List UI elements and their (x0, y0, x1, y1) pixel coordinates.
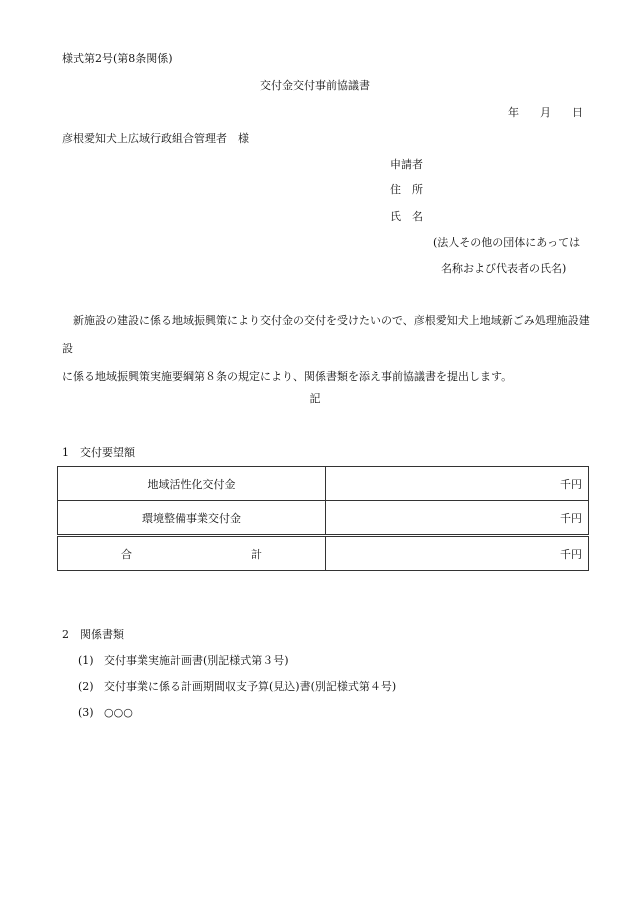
amounts-table (57, 466, 589, 571)
document-title: 交付金交付事前協議書 (260, 79, 370, 92)
section2-heading: 2 関係書類 (62, 628, 124, 641)
doc-item-1-num: (1) (78, 654, 94, 667)
body-line-2: に係る地域振興策実施要綱第８条の規定により、関係書類を添え事前協議書を提出します。 (62, 370, 513, 383)
doc-item-3-text: ○○○ (104, 706, 133, 719)
total-row (58, 536, 589, 571)
row-unit: 千円 (326, 467, 589, 501)
total-unit: 千円 (326, 536, 589, 571)
date-day: 日 (572, 106, 583, 119)
applicant-heading: 申請者 (390, 158, 423, 171)
applicant-address-label: 住 所 (390, 183, 423, 196)
doc-item-2-num: (2) (78, 680, 94, 693)
body-line-1: 新施設の建設に係る地域振興策により交付金の交付を受けたいので、彦根愛知犬上地域新ごみ処理施設建設 (62, 314, 590, 355)
body-paragraph (62, 307, 592, 391)
applicant-note-line1: (法人その他の団体にあっては (433, 236, 581, 249)
applicant-name-label: 氏 名 (390, 210, 423, 223)
doc-item-3-num: (3) (78, 706, 94, 719)
date-year: 年 (508, 106, 519, 119)
row-label: 環境整備事業交付金 (58, 501, 326, 536)
section1-heading: 1 交付要望額 (62, 446, 135, 459)
table-row (58, 467, 589, 501)
total-label-left: 合 (121, 547, 132, 561)
table-row (58, 501, 589, 536)
total-label-cell (58, 536, 326, 571)
applicant-note-line2: 名称および代表者の氏名) (441, 262, 567, 275)
ki-heading: 記 (309, 392, 321, 405)
total-label-right: 計 (251, 547, 262, 561)
row-label: 地域活性化交付金 (58, 467, 326, 501)
addressee: 彦根愛知犬上広域行政組合管理者 様 (62, 132, 249, 145)
doc-item-1-text: 交付事業実施計画書(別記様式第３号) (104, 654, 289, 667)
doc-item-2-text: 交付事業に係る計画期間収支予算(見込)書(別記様式第４号) (104, 680, 397, 693)
date-month: 月 (540, 106, 551, 119)
form-number: 様式第2号(第8条関係) (62, 52, 173, 65)
row-unit: 千円 (326, 501, 589, 536)
